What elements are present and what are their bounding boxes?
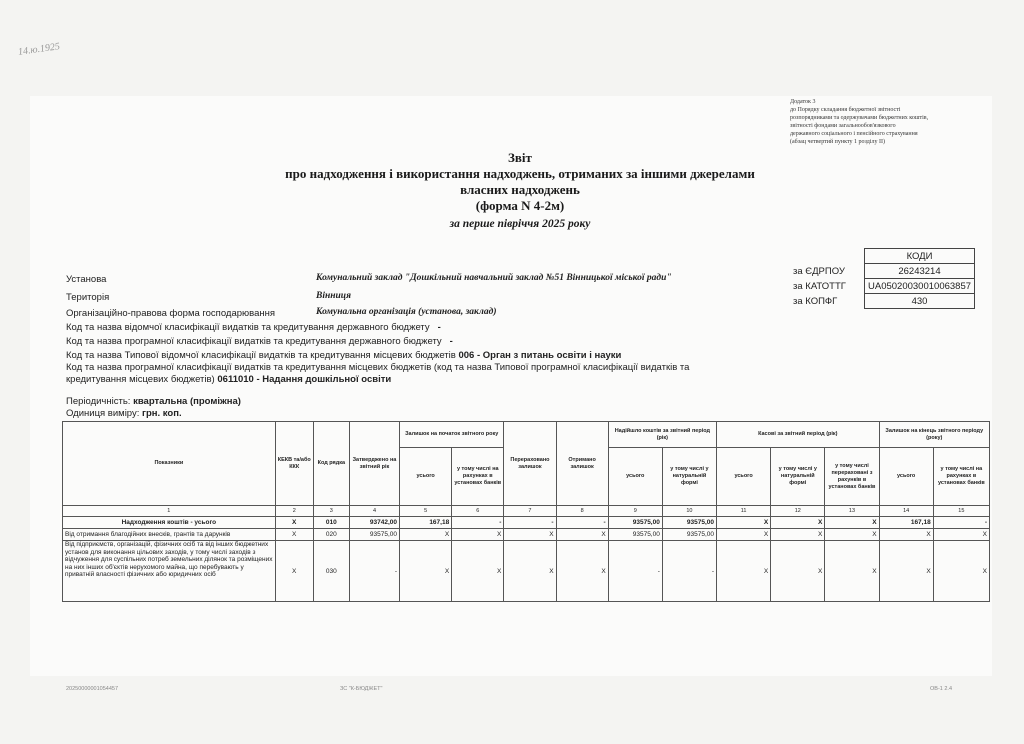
territory-label: Територія bbox=[66, 292, 110, 303]
kpk-row bbox=[66, 336, 453, 347]
cell: 93575,00 bbox=[662, 529, 716, 541]
header-indicators: Показники bbox=[63, 422, 276, 506]
footer-doc-id: 20250000001054457 bbox=[66, 686, 119, 692]
cell: 030 bbox=[313, 541, 349, 602]
cell: X bbox=[504, 529, 556, 541]
codes-header: КОДИ bbox=[865, 249, 975, 264]
cell: X bbox=[452, 541, 504, 602]
report-table bbox=[62, 421, 990, 602]
cell: - bbox=[349, 541, 399, 602]
header-cash-expenses: Касові за звітний період (рік) bbox=[717, 422, 880, 448]
code-value: 430 bbox=[865, 294, 975, 309]
code-label: за ЄДРПОУ bbox=[793, 265, 845, 277]
header-total: усього bbox=[717, 448, 771, 506]
header-incl-banks: у тому числі на рахунках в установах банків bbox=[452, 448, 504, 506]
appendix-line: (абзац четвертий пункту 1 розділу ІІ) bbox=[790, 139, 885, 145]
header-total: усього bbox=[400, 448, 452, 506]
pkv-block bbox=[66, 362, 756, 386]
codes-table bbox=[790, 248, 975, 309]
title-line: (форма N 4-2м) bbox=[475, 198, 565, 213]
periodicity-row bbox=[66, 396, 241, 407]
cell: X bbox=[400, 529, 452, 541]
kvk-label: Код та назва відомчої класифікації видатків та кредитування державного бюджету bbox=[66, 322, 430, 333]
territory-value: Вінниця bbox=[316, 291, 351, 301]
cell: X bbox=[556, 541, 608, 602]
col-number: 1 bbox=[63, 506, 276, 517]
cell: 020 bbox=[313, 529, 349, 541]
header-incl-natural: у тому числі у натуральній формі bbox=[662, 448, 716, 506]
cell: X bbox=[825, 517, 879, 529]
header-balance-start: Залишок на початок звітного року bbox=[400, 422, 504, 448]
header-incl-banks-transfer: у тому числі перераховані з рахунків в установах банків bbox=[825, 448, 879, 506]
footer-version: ОВ-1 2.4 bbox=[930, 686, 953, 692]
periodicity-label: Періодичність: bbox=[66, 396, 131, 407]
footer-software: ЗС "К-БЮДЖЕТ" bbox=[340, 686, 383, 692]
row-name: Від отримання благодійних внесків, грантів та дарунків bbox=[63, 529, 276, 541]
pkv-value: 0611010 - Надання дошкільної освіти bbox=[217, 374, 392, 385]
header-received-balance: Отримано залишок bbox=[556, 422, 608, 506]
row-name: Від підприємств, організацій, фізичних осіб та від інших бюджетних установ для виконання цільових заходів, у тому числі заходів з відчуження для суспільних потреб земельних ділянок та розміщених на них інших об'єктів нерухомого майна, що перебувають у приватній власності фізичних або юридичних осіб bbox=[63, 541, 276, 602]
cell: X bbox=[452, 529, 504, 541]
table-row bbox=[63, 529, 990, 541]
cell: X bbox=[717, 517, 771, 529]
appendix-line: Додаток 3 bbox=[790, 99, 816, 105]
institution-value: Комунальний заклад "Дошкільний навчальний заклад №51 Вінницької міської ради" bbox=[316, 273, 672, 283]
header-transferred: Перераховано залишок bbox=[504, 422, 556, 506]
pkv-label: Код та назва програмної класифікації видатків та кредитування місцевих бюджетів (код та назва Типової програмної класифікації видатків та bbox=[66, 362, 690, 373]
col-number: 7 bbox=[504, 506, 556, 517]
header-incl-natural: у тому числі у натуральній формі bbox=[771, 448, 825, 506]
cell: - bbox=[452, 517, 504, 529]
cell: - bbox=[662, 541, 716, 602]
col-number: 11 bbox=[717, 506, 771, 517]
col-number: 14 bbox=[879, 506, 933, 517]
appendix-line: звітності фондами загальнообов'язкового bbox=[790, 123, 896, 129]
kpk-label: Код та назва програмної класифікації видатків та кредитування державного бюджету bbox=[66, 336, 442, 347]
periodicity-value: квартальна (проміжна) bbox=[133, 396, 241, 407]
cell: 010 bbox=[313, 517, 349, 529]
cell: X bbox=[717, 529, 771, 541]
kvk-row bbox=[66, 322, 441, 333]
cell: X bbox=[556, 529, 608, 541]
header-approved: Затверджено на звітний рік bbox=[349, 422, 399, 506]
unit-label: Одиниця виміру: bbox=[66, 408, 140, 419]
col-number: 2 bbox=[275, 506, 313, 517]
kpk-value: - bbox=[449, 336, 453, 347]
column-numbers-row bbox=[63, 506, 990, 517]
header-receipts: Надійшло коштів за звітний період (рік) bbox=[608, 422, 716, 448]
header-total: усього bbox=[879, 448, 933, 506]
report-title bbox=[230, 150, 810, 232]
appendix-note bbox=[790, 98, 990, 146]
header-incl-banks: у тому числі на рахунках в установах банків bbox=[933, 448, 989, 506]
legal-form-value: Комунальна організація (установа, заклад) bbox=[316, 307, 497, 317]
cell: - bbox=[608, 541, 662, 602]
col-number: 6 bbox=[452, 506, 504, 517]
tkv-value: 006 - Орган з питань освіти і науки bbox=[458, 350, 622, 361]
code-value: UA05020030010063857 bbox=[865, 279, 975, 294]
tkv-row bbox=[66, 350, 621, 361]
title-line: Звіт bbox=[508, 150, 532, 165]
code-label: за КОПФГ bbox=[793, 295, 838, 307]
cell: X bbox=[933, 541, 989, 602]
cell: X bbox=[825, 541, 879, 602]
appendix-line: державного соціального і пенсійного страхування bbox=[790, 131, 918, 137]
institution-label: Установа bbox=[66, 274, 107, 285]
institution-row bbox=[66, 274, 106, 285]
cell: X bbox=[771, 529, 825, 541]
cell: X bbox=[275, 541, 313, 602]
header-row-code: Код рядка bbox=[313, 422, 349, 506]
col-number: 4 bbox=[349, 506, 399, 517]
cell: 93575,00 bbox=[662, 517, 716, 529]
legal-form-row bbox=[66, 308, 275, 319]
col-number: 12 bbox=[771, 506, 825, 517]
cell: X bbox=[717, 541, 771, 602]
cell: X bbox=[504, 541, 556, 602]
territory-row bbox=[66, 292, 109, 303]
cell: - bbox=[556, 517, 608, 529]
code-label: за КАТОТТГ bbox=[793, 280, 846, 292]
cell: X bbox=[933, 529, 989, 541]
cell: 167,18 bbox=[879, 517, 933, 529]
appendix-line: розпорядниками та одержувачами бюджетних коштів, bbox=[790, 115, 929, 121]
header-kekv: КЕКВ та/або ККК bbox=[275, 422, 313, 506]
col-number: 3 bbox=[313, 506, 349, 517]
unit-value: грн. коп. bbox=[142, 408, 182, 419]
cell: 93575,00 bbox=[349, 529, 399, 541]
cell: X bbox=[275, 529, 313, 541]
report-period: за перше півріччя 2025 року bbox=[449, 218, 591, 230]
kvk-value: - bbox=[437, 322, 441, 333]
col-number: 8 bbox=[556, 506, 608, 517]
header-balance-end: Залишок на кінець звітного періоду (року) bbox=[879, 422, 989, 448]
cell: 93742,00 bbox=[349, 517, 399, 529]
col-number: 5 bbox=[400, 506, 452, 517]
header-total: усього bbox=[608, 448, 662, 506]
cell: X bbox=[275, 517, 313, 529]
cell: - bbox=[933, 517, 989, 529]
col-number: 15 bbox=[933, 506, 989, 517]
table-row bbox=[63, 541, 990, 602]
cell: 93575,00 bbox=[608, 517, 662, 529]
table-row bbox=[63, 517, 990, 529]
col-number: 13 bbox=[825, 506, 879, 517]
pkv-label-cont: кредитування місцевих бюджетів) bbox=[66, 374, 215, 385]
unit-row bbox=[66, 408, 182, 419]
cell: - bbox=[504, 517, 556, 529]
cell: 93575,00 bbox=[608, 529, 662, 541]
col-number: 10 bbox=[662, 506, 716, 517]
tkv-label: Код та назва Типової відомчої класифікації видатків та кредитування місцевих бюджетів bbox=[66, 350, 456, 361]
cell: X bbox=[879, 541, 933, 602]
cell: X bbox=[771, 517, 825, 529]
title-line: власних надходжень bbox=[460, 182, 580, 197]
cell: 167,18 bbox=[400, 517, 452, 529]
col-number: 9 bbox=[608, 506, 662, 517]
code-value: 26243214 bbox=[865, 264, 975, 279]
legal-form-label: Організаційно-правова форма господарювання bbox=[66, 308, 275, 319]
title-line: про надходження і використання надходжень, отриманих за іншими джерелами bbox=[285, 166, 755, 181]
row-name: Надходження коштів - усього bbox=[63, 517, 276, 529]
cell: X bbox=[400, 541, 452, 602]
handwritten-note: 14.ю.1925 bbox=[17, 41, 61, 58]
appendix-line: до Порядку складання бюджетної звітності bbox=[790, 107, 901, 113]
cell: X bbox=[825, 529, 879, 541]
cell: X bbox=[879, 529, 933, 541]
cell: X bbox=[771, 541, 825, 602]
